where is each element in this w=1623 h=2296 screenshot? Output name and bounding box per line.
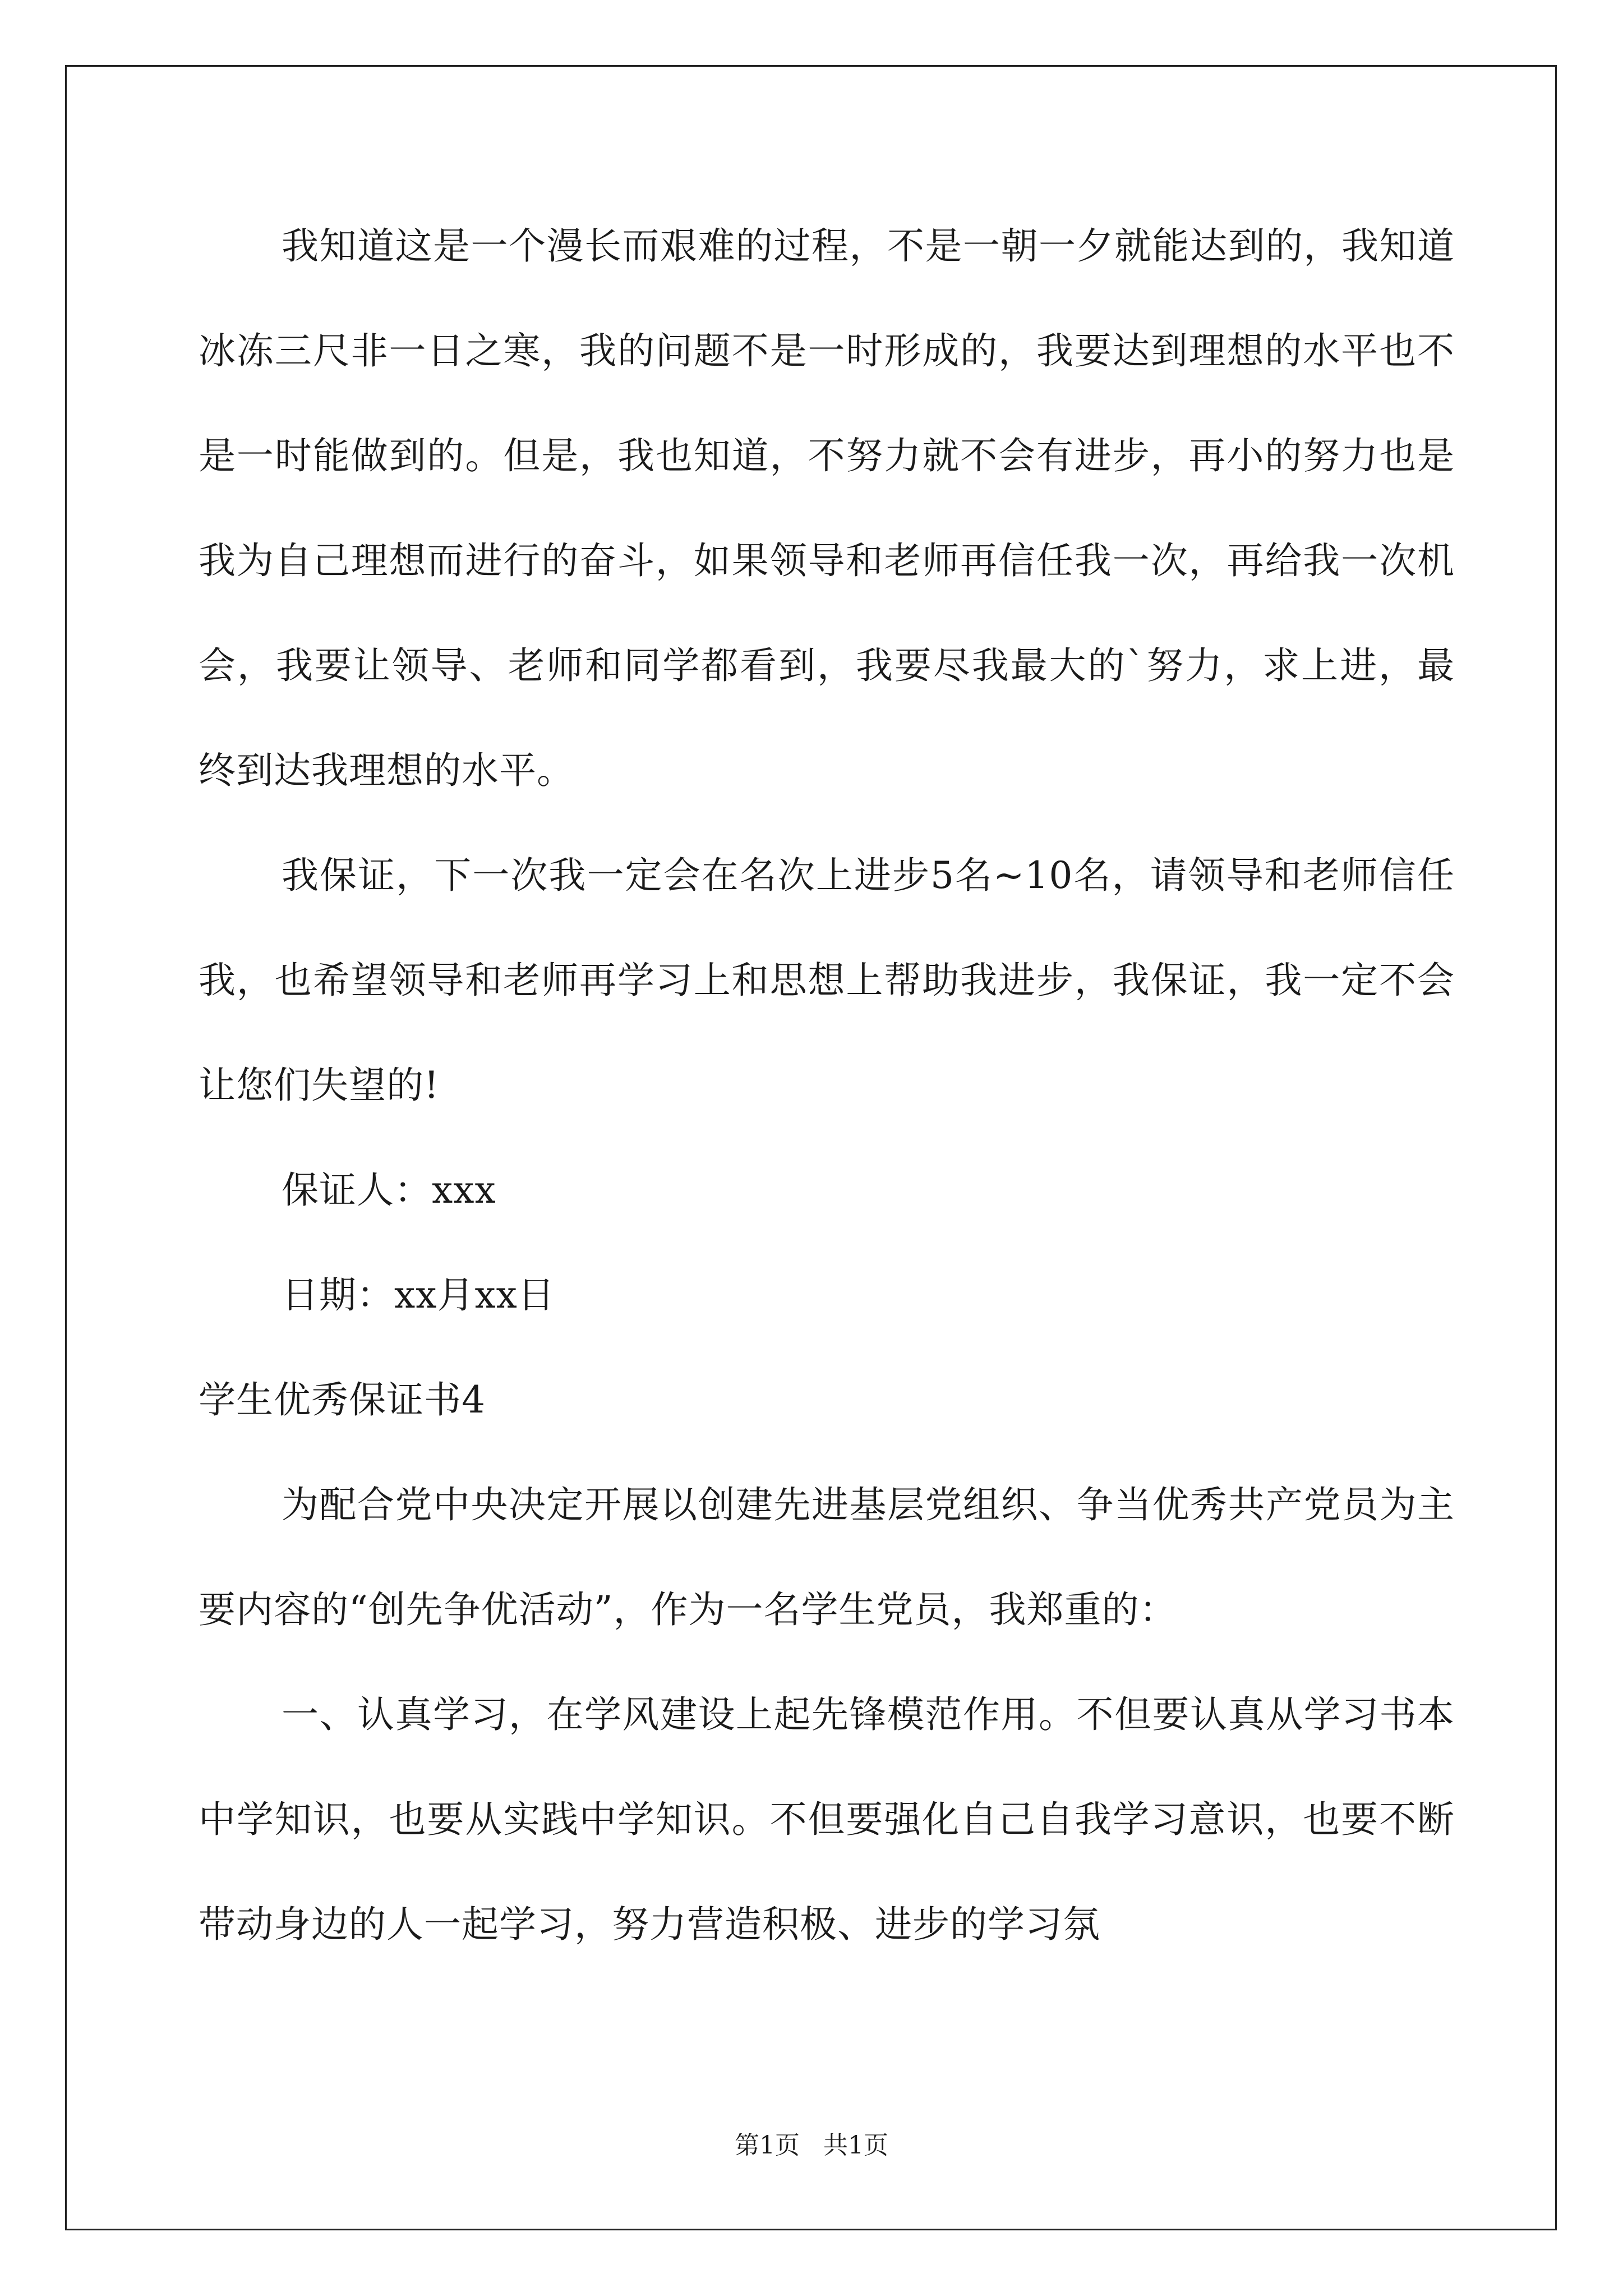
paragraph-1: 我知道这是一个漫长而艰难的过程，不是一朝一夕就能达到的，我知道冰冻三尺非一日之寒，我的问题不是一时形成的，我要达到理想的水平也不是一时能做到的。但是，我也知道，不努力就不会有进步，再小的努力也是我为自己理想而进行的奋斗，如果领导和老师再信任我一次，再给我一次机会，我要让领导、老师和同学都看到，我要尽我最大的`努力，求上进，最终到达我理想的水平。: [199, 224, 1455, 792]
page-total: 共1页: [823, 2131, 888, 2160]
page-footer: [0, 2129, 1623, 2162]
paragraph-2: 我保证，下一次我一定会在名次上进步5名~10名，请领导和老师信任我，也希望领导和老师再学习上和思想上帮助我进步，我保证，我一定不会让您们失望的!: [199, 854, 1455, 1107]
section-paragraph-2: 一、认真学习，在学风建设上起先锋模范作用。不但要认真从学习书本中学知识，也要从实践中学知识。不但要强化自己自我学习意识，也要不断带动身边的人一起学习，努力营造积极、进步的学习氛: [199, 1693, 1455, 1946]
signatory-line: 保证人：xxx: [282, 1168, 496, 1212]
section-title: 学生优秀保证书4: [199, 1378, 486, 1421]
date-line: 日期：xx月xx日: [282, 1273, 555, 1317]
page-number: 第1页: [735, 2131, 800, 2160]
document-body: [199, 194, 1455, 1977]
section-paragraph-1: 为配合党中央决定开展以创建先进基层党组织、争当优秀共产党员为主要内容的“创先争优活动”，作为一名学生党员，我郑重的：: [199, 1483, 1455, 1631]
